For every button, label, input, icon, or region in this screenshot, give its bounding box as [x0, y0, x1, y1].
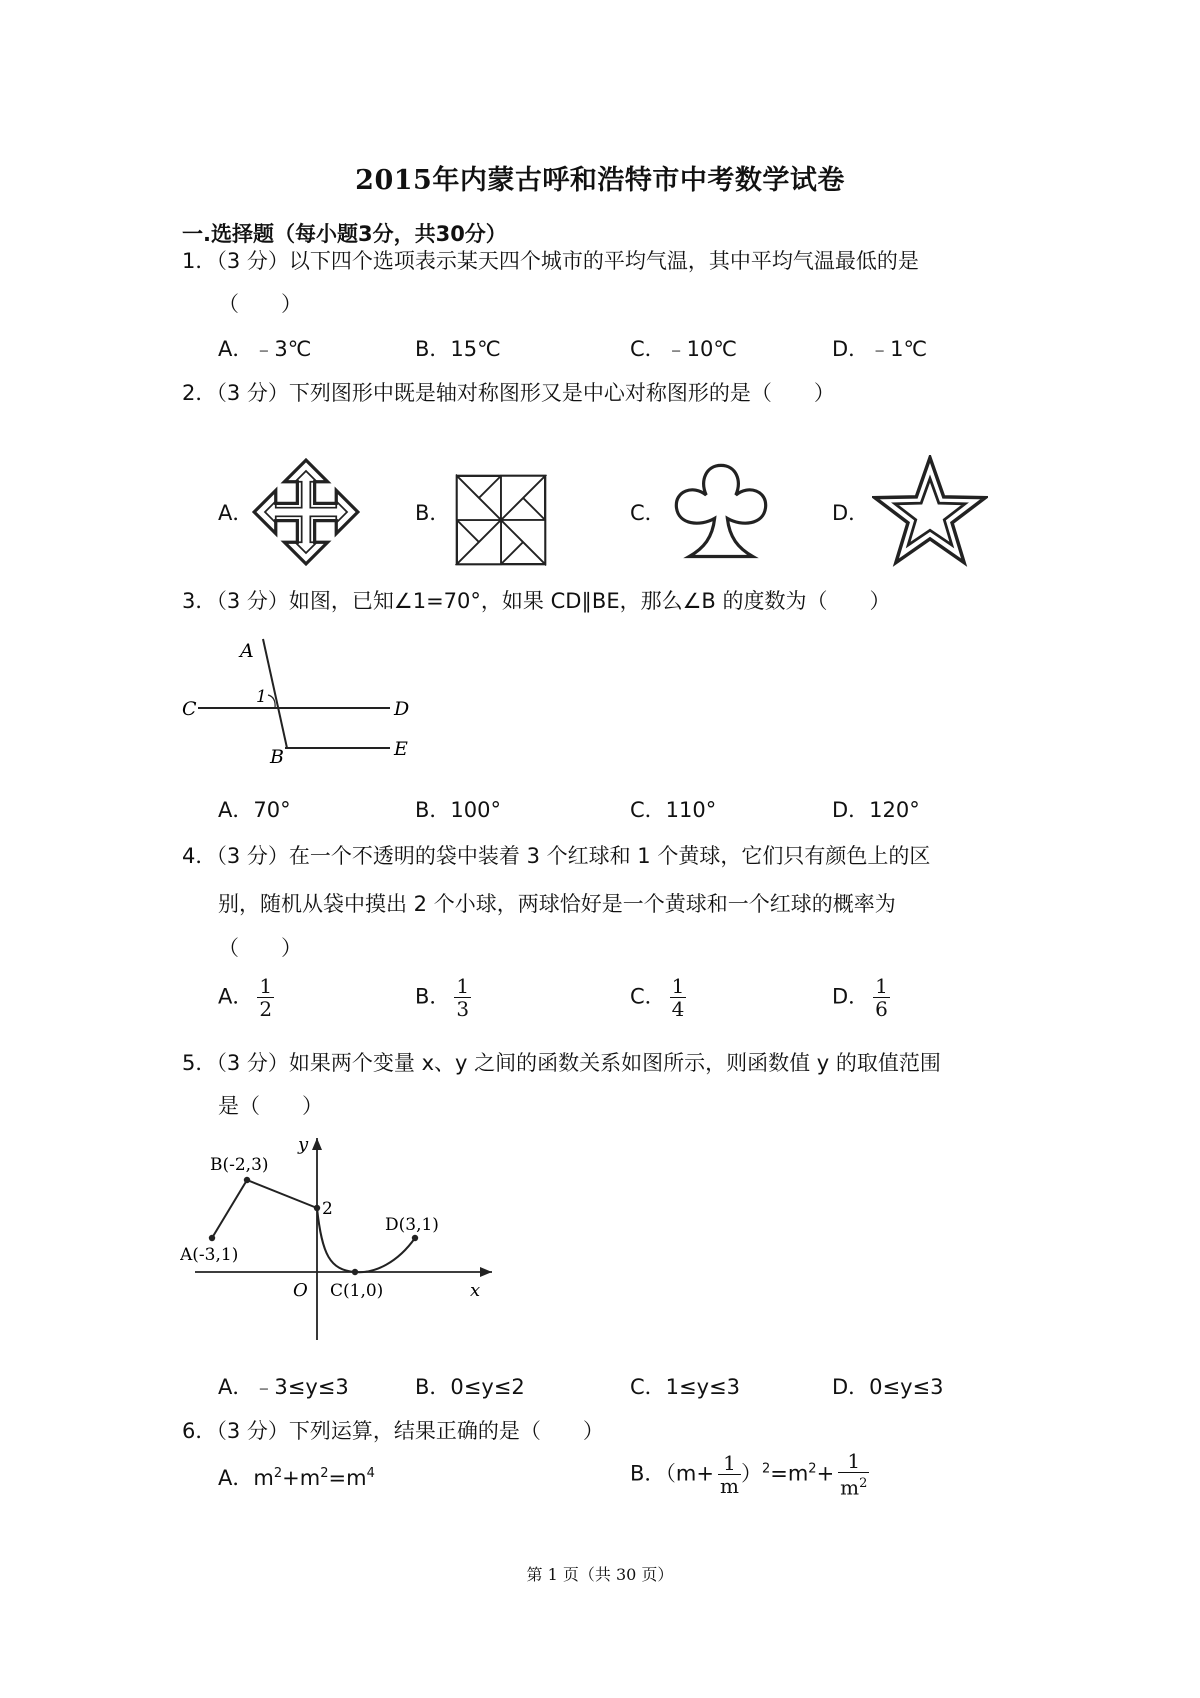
four-arrow-cross-figure [252, 458, 360, 566]
label-a: A [240, 640, 254, 662]
question-3-text: 3．（3 分）如图，已知∠1=70°，如果 CD∥BE，那么∠B 的度数为（ ） [182, 589, 891, 613]
pinwheel-figure [455, 474, 547, 566]
x-axis-arrow-icon [480, 1267, 492, 1277]
label-origin: O [293, 1280, 308, 1301]
question-6-text: 6．（3 分）下列运算，结果正确的是（ ） [182, 1419, 604, 1443]
y-axis-arrow-icon [312, 1138, 322, 1150]
q2-option-c: C． [630, 501, 666, 525]
section-heading: 一.选择题（每小题3分，共30分） [182, 222, 507, 246]
club-figure [668, 458, 774, 566]
star-figure [872, 455, 988, 567]
page-title: 2015年内蒙古呼和浩特市中考数学试卷 [355, 165, 845, 196]
question-5-line-2: 是（ ） [218, 1094, 323, 1118]
q5-option-d: D．0≤y≤3 [832, 1375, 944, 1399]
q1-option-c: C．﹣10℃ [630, 337, 737, 361]
q3-option-a: A．70° [218, 798, 291, 822]
q1-option-b: B．15℃ [415, 337, 501, 361]
label-d: D [394, 698, 410, 720]
label-point-d: D(3,1) [385, 1215, 439, 1235]
label-x-axis: x [470, 1280, 481, 1301]
q2-option-d: D． [832, 501, 870, 525]
q5-option-a: A．﹣3≤y≤3 [218, 1375, 349, 1399]
q2-option-a: A． [218, 501, 254, 525]
label-e: E [394, 738, 408, 760]
q6-option-a: A．$m^2+m^2=m^4$ [218, 1466, 375, 1490]
q4-option-c: C． $\frac{1}{4}$ [630, 974, 685, 1021]
q1-option-a: A．﹣3℃ [218, 337, 312, 361]
label-angle-1: 1 [256, 687, 267, 707]
q3-option-d: D．120° [832, 798, 920, 822]
q4-option-b: B． $\frac{1}{3}$ [415, 974, 470, 1021]
question-1-paren: （ ） [218, 292, 302, 316]
question-4-line-1: 4．（3 分）在一个不透明的袋中装着 3 个红球和 1 个黄球，它们只有颜色上的区 [182, 844, 931, 868]
q4-option-d: D． $\frac{1}{6}$ [832, 974, 888, 1021]
question-4-line-2: 别，随机从袋中摸出 2 个小球，两球恰好是一个黄球和一个红球的概率为 [218, 892, 896, 916]
label-y-axis: y [298, 1134, 309, 1155]
q1-option-d: D．﹣1℃ [832, 337, 928, 361]
question-2-text: 2．（3 分）下列图形中既是轴对称图形又是中心对称图形的是（ ） [182, 381, 835, 405]
parallel-lines-figure [180, 635, 420, 765]
label-point-b: B(-2,3) [210, 1155, 269, 1175]
q3-option-b: B．100° [415, 798, 501, 822]
q4-option-a: A． $\frac{1}{2}$ [218, 974, 273, 1021]
question-4-paren: （ ） [218, 936, 302, 960]
label-point-c: C(1,0) [330, 1281, 384, 1301]
question-1-text: 1．（3 分）以下四个选项表示某天四个城市的平均气温，其中平均气温最低的是 [182, 249, 919, 273]
q5-option-b: B．0≤y≤2 [415, 1375, 525, 1399]
question-5-line-1: 5．（3 分）如果两个变量 x、y 之间的函数关系如图所示，则函数值 y 的取值范围 [182, 1051, 941, 1075]
label-y-two: 2 [322, 1199, 333, 1219]
q5-option-c: C．1≤y≤3 [630, 1375, 741, 1399]
page-footer: 第 1 页（共 30 页） [526, 1565, 674, 1584]
q3-option-c: C．110° [630, 798, 717, 822]
q2-option-b: B． [415, 501, 451, 525]
label-b: B [270, 746, 284, 765]
label-c: C [182, 698, 197, 720]
function-graph-figure [180, 1130, 500, 1345]
label-point-a: A(-3,1) [180, 1245, 239, 1265]
q6-option-b: B．（m+ $\frac{1}{m}$ ）$^2=m^2+$ $\frac{1}{m^2}$ [630, 1449, 868, 1500]
